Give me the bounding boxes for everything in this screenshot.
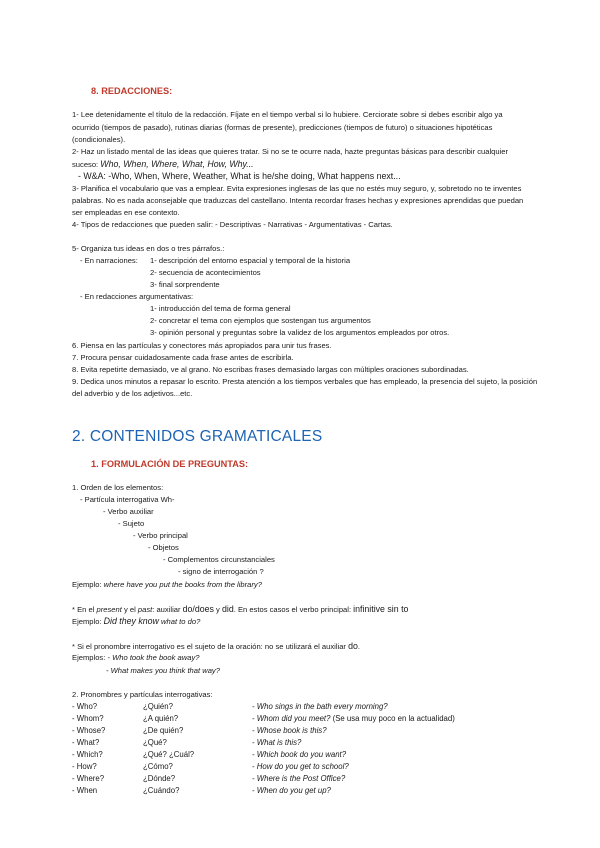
narraciones-item: 2- secuencia de acontecimientos xyxy=(150,268,261,277)
paragraph-2-wa: - W&A: -Who, When, Where, Weather, What is he/she doing, What happens next... xyxy=(78,171,401,181)
pronoun-english: - How? xyxy=(72,762,97,771)
pronoun-example xyxy=(252,774,345,784)
pronoun-example xyxy=(252,762,349,772)
note-infinitive: infinitive sin to xyxy=(353,604,409,614)
ejemplo-1-text: where have you put the books from the library? xyxy=(103,580,262,589)
note-text: y xyxy=(213,605,222,614)
pronoun-spanish: ¿A quién? xyxy=(143,714,179,723)
ejemplos-1 xyxy=(72,653,199,663)
paragraph-9-line-1: 9. Dedica unos minutos a repasar lo escrito. Presta atención a los tiempos verbales que has empleado, la presencia del sujeto, la posición xyxy=(72,377,538,386)
paragraph-1-line-2: ocurrido (tiempos de pasado), rutinas diarias (formas de presente), predicciones (tiempos de futuro) o situaciones hipotéticas xyxy=(72,123,493,132)
note-past: past xyxy=(137,605,153,614)
paragraph-2-line-2 xyxy=(72,159,254,170)
pronoun-example xyxy=(252,750,346,760)
pronoun-example-note: (Se usa muy poco en la actualidad) xyxy=(330,714,455,723)
ejemplo-2-prefix: Ejemplo: xyxy=(72,617,104,626)
ejemplos-prefix: Ejemplos: - xyxy=(72,653,113,662)
argumentativas-item: 3- opinión personal y preguntas sobre la validez de los argumentos empleados por otros. xyxy=(150,328,450,337)
note-subject-pronoun xyxy=(72,641,360,652)
pronoun-english: - What? xyxy=(72,738,100,747)
ejemplo-1 xyxy=(72,580,262,590)
note-do-does: do/does xyxy=(182,604,214,614)
pronoun-english: - When xyxy=(72,786,98,795)
narraciones-item: 3- final sorprendente xyxy=(150,280,220,289)
note-did: did xyxy=(221,604,234,614)
subsection-heading-preguntas: 1. FORMULACIÓN DE PREGUNTAS: xyxy=(91,459,249,469)
paragraph-2-prefix: suceso: xyxy=(72,160,101,169)
paragraph-6: 6. Piensa en las partículas y conectores más apropiados para unir tus frases. xyxy=(72,341,332,350)
pronoun-spanish: ¿De quién? xyxy=(143,726,184,735)
pronoun-example-text: - How do you get to school? xyxy=(252,762,349,771)
element-item: - Complementos circunstanciales xyxy=(163,555,275,564)
paragraph-9-line-2: del adverbio y de los adjetivos...etc. xyxy=(72,389,193,398)
pronoun-spanish: ¿Qué? xyxy=(143,738,167,747)
note-text: * En el xyxy=(72,605,97,614)
pronoun-english: - Who? xyxy=(72,702,98,711)
pronoun-spanish: ¿Dónde? xyxy=(143,774,176,783)
orden-heading: 1. Orden de los elementos: xyxy=(72,483,164,492)
pronoun-example xyxy=(252,786,331,796)
pronoun-english: - Whose? xyxy=(72,726,106,735)
section-heading-redacciones: 8. REDACCIONES: xyxy=(91,86,173,96)
element-item: - Sujeto xyxy=(118,519,145,528)
paragraph-1-line-1: 1- Lee detenidamente el título de la redacción. Fíjate en el tiempo verbal si lo hubiere. Cerciorate sobre si debes escribir algo ya xyxy=(72,110,503,119)
pronoun-example-text: - When do you get up? xyxy=(252,786,331,795)
note-text: . xyxy=(357,642,360,651)
pronoun-spanish: ¿Cómo? xyxy=(143,762,173,771)
ejemplos-text-1: Who took the book away? xyxy=(112,653,200,662)
pronoun-example-text: - Whose book is this? xyxy=(252,726,327,735)
note-text: . En estos casos el verbo principal: xyxy=(233,605,354,614)
paragraph-2-line-1: 2- Haz un listado mental de las ideas que quieres tratar. Si no se te ocurre nada, hazte preguntas básicas para describir cualquier xyxy=(72,147,509,156)
pronoun-example xyxy=(252,714,455,724)
pronoun-example-text: - Where is the Post Office? xyxy=(252,774,346,783)
argumentativas-item: 1- introducción del tema de forma general xyxy=(150,304,291,313)
element-item: - Verbo principal xyxy=(133,531,188,540)
paragraph-4: 4- Tipos de redacciones que pueden salir: - Descriptivas - Narrativas - Argumentativas - Cartas. xyxy=(72,220,393,229)
paragraph-5: 5- Organiza tus ideas en dos o tres párrafos.: xyxy=(72,244,225,253)
pronoun-spanish: ¿Quién? xyxy=(143,702,173,711)
pronoun-english: - Whom? xyxy=(72,714,104,723)
pronoun-example xyxy=(252,738,301,748)
pronoun-spanish: ¿Cuándo? xyxy=(143,786,180,795)
narraciones-label: - En narraciones: xyxy=(80,256,138,265)
paragraph-1-line-3: (condicionales). xyxy=(72,135,126,144)
pronoun-spanish: ¿Qué? ¿Cuál? xyxy=(143,750,195,759)
pronombres-heading: 2. Pronombres y partículas interrogativas: xyxy=(72,690,213,699)
ejemplo-2 xyxy=(72,616,200,627)
narraciones-item: 1- descripción del entorno espacial y temporal de la historia xyxy=(150,256,351,265)
argumentativas-item: 2- concretar el tema con ejemplos que sostengan tus argumentos xyxy=(150,316,371,325)
paragraph-8: 8. Evita repetirte demasiado, ve al grano. No escribas frases demasiado largas con múltiples oraciones subordinadas. xyxy=(72,365,469,374)
paragraph-2-wh-words: Who, When, Where, What, How, Why... xyxy=(100,159,254,169)
note-text: : auxiliar xyxy=(152,605,183,614)
paragraph-7: 7. Procura pensar cuidadosamente cada frase antes de escribirla. xyxy=(72,353,294,362)
element-item: - Objetos xyxy=(148,543,179,552)
argumentativas-label: - En redacciones argumentativas: xyxy=(80,292,194,301)
element-item: - Partícula interrogativa Wh- xyxy=(80,495,175,504)
section-title-contenidos: 2. CONTENIDOS GRAMATICALES xyxy=(72,428,323,445)
ejemplo-2-did-they-know: Did they know xyxy=(103,616,159,626)
pronoun-example-text: - Who sings in the bath every morning? xyxy=(252,702,388,711)
paragraph-3-line-1: 3- Planifica el vocabulario que vas a emplear. Evita expresiones inglesas de las que no estés muy seguro, y, sobretodo no te inventes xyxy=(72,184,522,193)
pronoun-example-text: - Whom did you meet? xyxy=(252,714,331,723)
note-do: do xyxy=(348,641,358,651)
ejemplo-1-prefix: Ejemplo: xyxy=(72,580,104,589)
element-item: - signo de interrogación ? xyxy=(178,567,264,576)
pronoun-example xyxy=(252,726,327,736)
pronoun-english: - Where? xyxy=(72,774,105,783)
pronoun-english: - Which? xyxy=(72,750,103,759)
note-present-past xyxy=(72,604,408,615)
paragraph-3-line-2: palabras. No es nada aconsejable que traduzcas del castellano. Intenta recordar frases hechas y expresiones aprendidas que puedan xyxy=(72,196,524,205)
pronoun-example-text: - Which book do you want? xyxy=(252,750,347,759)
note-text: * Si el pronombre interrogativo es el sujeto de la oración: no se utilizará el auxiliar xyxy=(72,642,349,651)
element-item: - Verbo auxiliar xyxy=(103,507,154,516)
note-text: y el xyxy=(121,605,138,614)
ejemplo-2-rest: what to do? xyxy=(158,617,201,626)
pronoun-example xyxy=(252,702,388,712)
pronoun-example-text: - What is this? xyxy=(252,738,302,747)
ejemplos-2: - What makes you think that way? xyxy=(106,666,220,675)
paragraph-3-line-3: ser empleadas en ese contexto. xyxy=(72,208,180,217)
note-present: present xyxy=(96,605,122,614)
